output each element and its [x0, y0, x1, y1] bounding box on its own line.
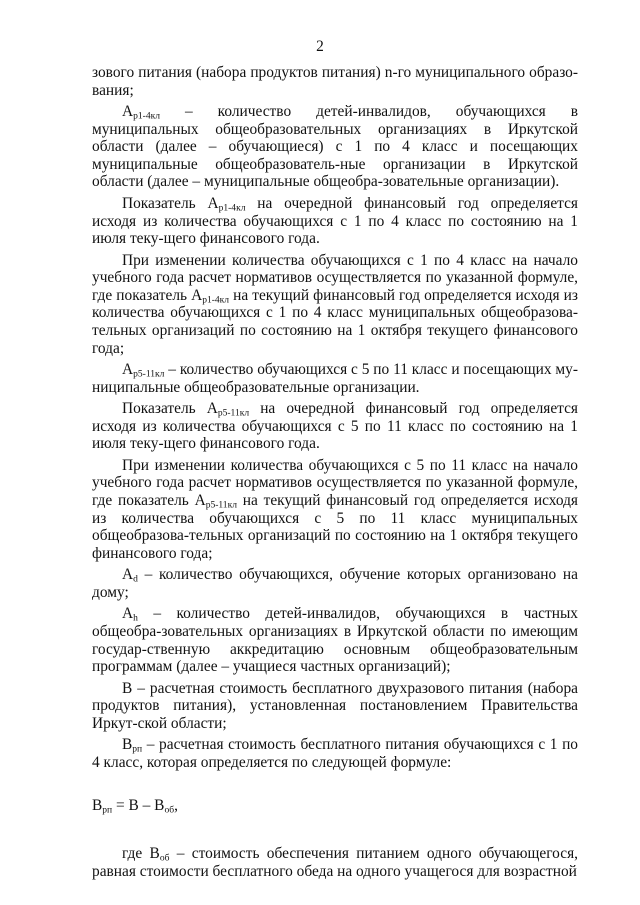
definition-a-p5-11kl	[92, 361, 578, 396]
text-run: B – расчетная стоимость бесплатного двухразового питания (набора продуктов питания), установленная постановлением Правительства Иркут-ской области;	[92, 679, 578, 732]
subscript: об	[159, 852, 170, 864]
subscript: р1-4кл	[133, 110, 160, 122]
definition-b-rp	[92, 736, 578, 771]
text-run: A	[122, 605, 134, 623]
text-run: на очередной финансовый год определяется исходя из количества обучающихся с 1 по 4 класс по состоянию на 1 июля теку-щего финансового года.	[92, 194, 578, 248]
definition-b	[92, 680, 578, 733]
text-run: A	[122, 361, 134, 379]
text-run: B	[122, 736, 133, 754]
subscript: р1-4кл	[218, 202, 246, 214]
subscript: р5-11кл	[205, 499, 237, 511]
text-run: При изменении количества обучающихся с 1 по 4 класс на начало учебного года расчет нормативов осуществляется по указанной формуле, где показатель A	[92, 251, 578, 304]
subscript: об	[164, 804, 175, 816]
definition-a-d	[92, 566, 578, 601]
text-run: ,	[174, 797, 178, 815]
text-run: на очередной финансовый год определяется исходя из количества обучающихся с 5 по 11 класс по состоянию на 1 июля теку-щего финансового года.	[92, 400, 578, 453]
definition-b-ob	[92, 845, 578, 880]
page-number: 2	[316, 38, 324, 55]
text-run: зового питания (набора продуктов питания) n-го муниципального образо-вания;	[92, 64, 578, 99]
text-run: = B – B	[112, 797, 165, 815]
text-run: где B	[122, 845, 160, 863]
paragraph	[92, 64, 578, 99]
text-run: – количество детей-инвалидов, обучающихся в частных общеобра-зовательных организациях в Иркутской области по имеющим государ-ственную аккредитацию основным общеобразовательным программам (далее – учащиеся частных организаций);	[92, 605, 578, 676]
text-run: Показатель A	[122, 194, 219, 212]
subscript: р5-11кл	[133, 368, 165, 380]
text-run: B	[92, 797, 103, 815]
text-run: – количество обучающихся с 5 по 11 класс и посещающих му-ниципальные общеобразовательные организации.	[92, 361, 578, 396]
paragraph	[92, 400, 578, 453]
text-run: на текущий финансовый год определяется исходя из количества обучающихся с 1 по 4 класс муниципальных общеобразова-тельных организаций по состоянию на 1 октября текущего финансового года;	[92, 286, 578, 357]
text-run: – расчетная стоимость бесплатного питания обучающихся с 1 по 4 класс, которая определяется по следующей формуле:	[92, 736, 578, 771]
subscript: рп	[132, 743, 143, 755]
subscript: h	[133, 612, 138, 624]
text-run: – стоимость обеспечения питанием одного обучающегося, равная стоимости бесплатного обеда на одного учащегося для возрастной	[92, 845, 578, 880]
paragraph	[92, 252, 578, 358]
text-run: A	[122, 103, 134, 121]
subscript: р5-11кл	[217, 407, 250, 419]
subscript: р1-4кл	[202, 294, 230, 306]
text-run: При изменении количества обучающихся с 5 по 11 класс на начало учебного года расчет нормативов осуществляется по указанной формуле, где показатель A	[92, 456, 578, 509]
formula	[92, 797, 578, 815]
definition-a-p1-4kl	[92, 103, 578, 191]
paragraph	[92, 457, 578, 563]
document-body	[92, 64, 578, 884]
paragraph	[92, 195, 578, 248]
subscript: d	[133, 573, 138, 585]
text-run: на текущий финансовый год определяется исходя из количества обучающихся с 5 по 11 класс муниципальных общеобразова-тельных организаций по состоянию на 1 октября текущего финансового года;	[92, 492, 578, 562]
text-run: – количество детей-инвалидов, обучающихся в муниципальных общеобразовательных организациях в Иркутской области (далее – обучающиеся) с 1 по 4 класс и посещающих муниципальные общеобразователь-ные организации в Иркутской области (далее – муниципальные общеобра-зовательные организации).	[92, 103, 578, 191]
text-run: Показатель A	[122, 400, 218, 418]
text-run: – количество обучающихся, обучение которых организовано на дому;	[92, 566, 578, 601]
definition-a-h	[92, 605, 578, 675]
text-run: A	[122, 566, 134, 584]
subscript: рп	[102, 804, 113, 816]
